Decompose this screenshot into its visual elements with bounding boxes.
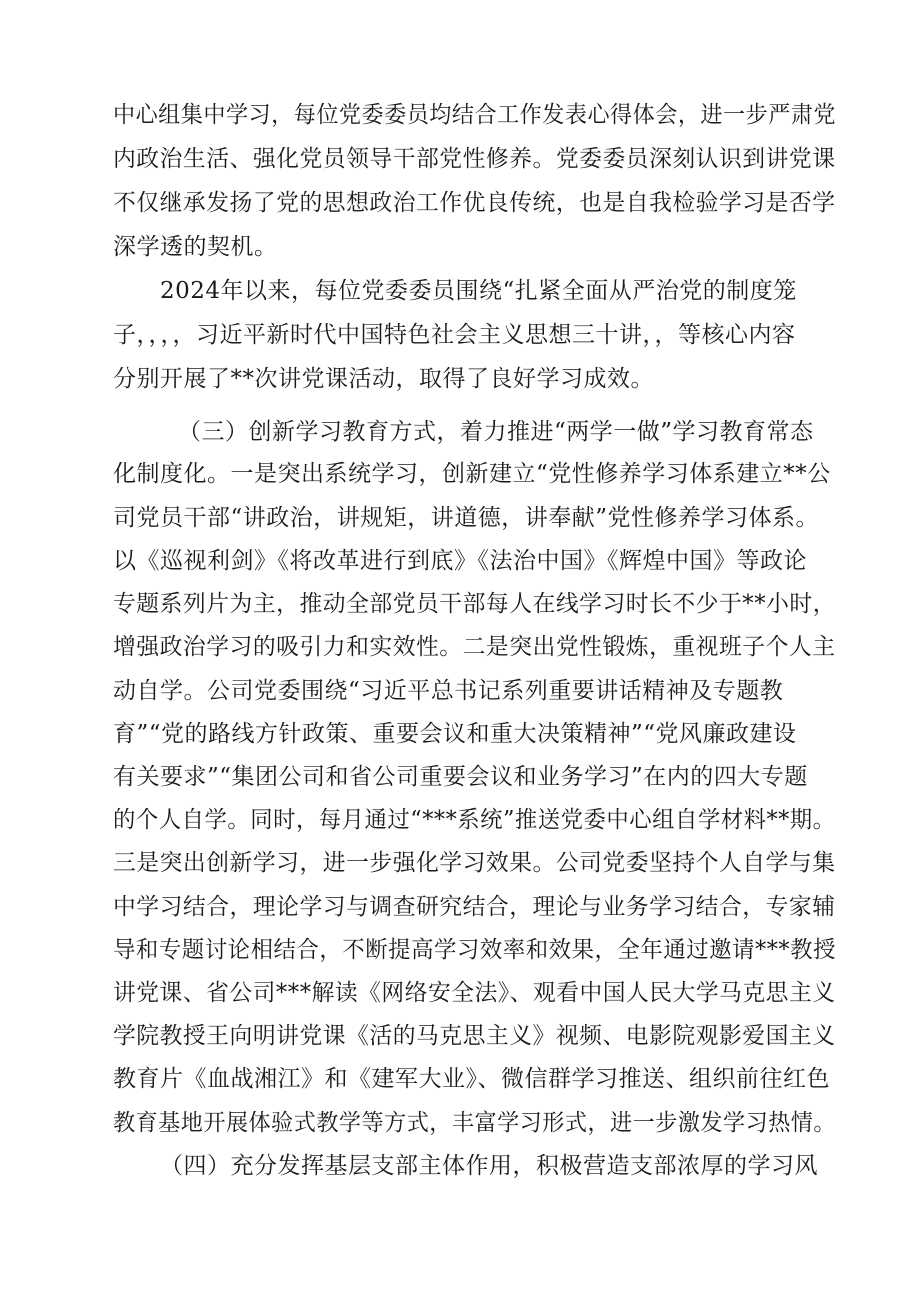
paragraph-line: 不仅继承发扬了党的思想政治工作优良传统，也是自我检验学习是否学: [113, 190, 836, 216]
paragraph-line: 内政治生活、强化党员领导干部党性修养。党委委员深刻认识到讲党课: [113, 146, 836, 172]
paragraph-line: 教育基地开展体验式教学等方式，丰富学习形式，进一步激发学习热情。: [113, 1110, 836, 1136]
paragraph-line: 的个人自学。同时，每月通过“***系统”推送党委中心组自学材料**期。: [113, 807, 836, 833]
paragraph-line: 有关要求”“集团公司和省公司重要会议和业务学习”在内的四大专题: [113, 764, 808, 790]
paragraph-line: 2024年以来，每位党委委员围绕“扎紧全面从严治党的制度笼: [160, 278, 797, 304]
paragraph-line: 化制度化。一是突出系统学习，创新建立“党性修养学习体系建立**公: [113, 461, 831, 487]
paragraph-line: 专题系列片为主，推动全部党员干部每人在线学习时长不少于**小时，: [113, 591, 837, 617]
paragraph-line: 动自学。公司党委围绕“习近平总书记系列重要讲话精神及专题教: [113, 678, 784, 704]
section-heading-line: （三）创新学习教育方式，着力推进“两学一做”学习教育常态: [178, 419, 814, 445]
paragraph-line: 增强政治学习的吸引力和实效性。二是突出党性锻炼，重视班子个人主: [113, 634, 836, 660]
paragraph-line: 子，，，，习近平新时代中国特色社会主义思想三十讲，，等核心内容: [113, 322, 796, 348]
paragraph-line: 育”“党的路线方针政策、重要会议和重大决策精神”“党风廉政建设: [113, 721, 797, 747]
paragraph-line: 三是突出创新学习，进一步强化学习效果。公司党委坚持个人自学与集: [113, 850, 836, 876]
paragraph-line: 导和专题讨论相结合，不断提高学习效率和效果，全年通过邀请***教授: [113, 937, 836, 963]
paragraph-line: 以《巡视利剑》《将改革进行到底》《法治中国》《辉煌中国》等政论: [113, 548, 807, 574]
paragraph-line: 分别开展了**次讲党课活动，取得了良好学习成效。: [113, 366, 654, 392]
paragraph-line: 学院教授王向明讲党课《活的马克思主义》视频、电影院观影爱国主义: [113, 1023, 836, 1049]
paragraph-line: 教育片《血战湘江》和《建军大业》、微信群学习推送、组织前往红色: [113, 1066, 830, 1092]
paragraph-line: 讲党课、省公司***解读《网络安全法》、观看中国人民大学马克思主义: [113, 980, 836, 1006]
paragraph-line: 深学透的契机。: [113, 234, 278, 260]
paragraph-line: 中学习结合，理论学习与调查研究结合，理论与业务学习结合，专家辅: [113, 894, 836, 920]
section-heading-line: （四）充分发挥基层支部主体作用，积极营造支部浓厚的学习风: [160, 1153, 818, 1179]
paragraph-line: 司党员干部“讲政治，讲规矩，讲道德，讲奉献”党性修养学习体系。: [113, 505, 820, 531]
paragraph-line: 中心组集中学习，每位党委委员均结合工作发表心得体会，进一步严肃党: [113, 102, 836, 128]
